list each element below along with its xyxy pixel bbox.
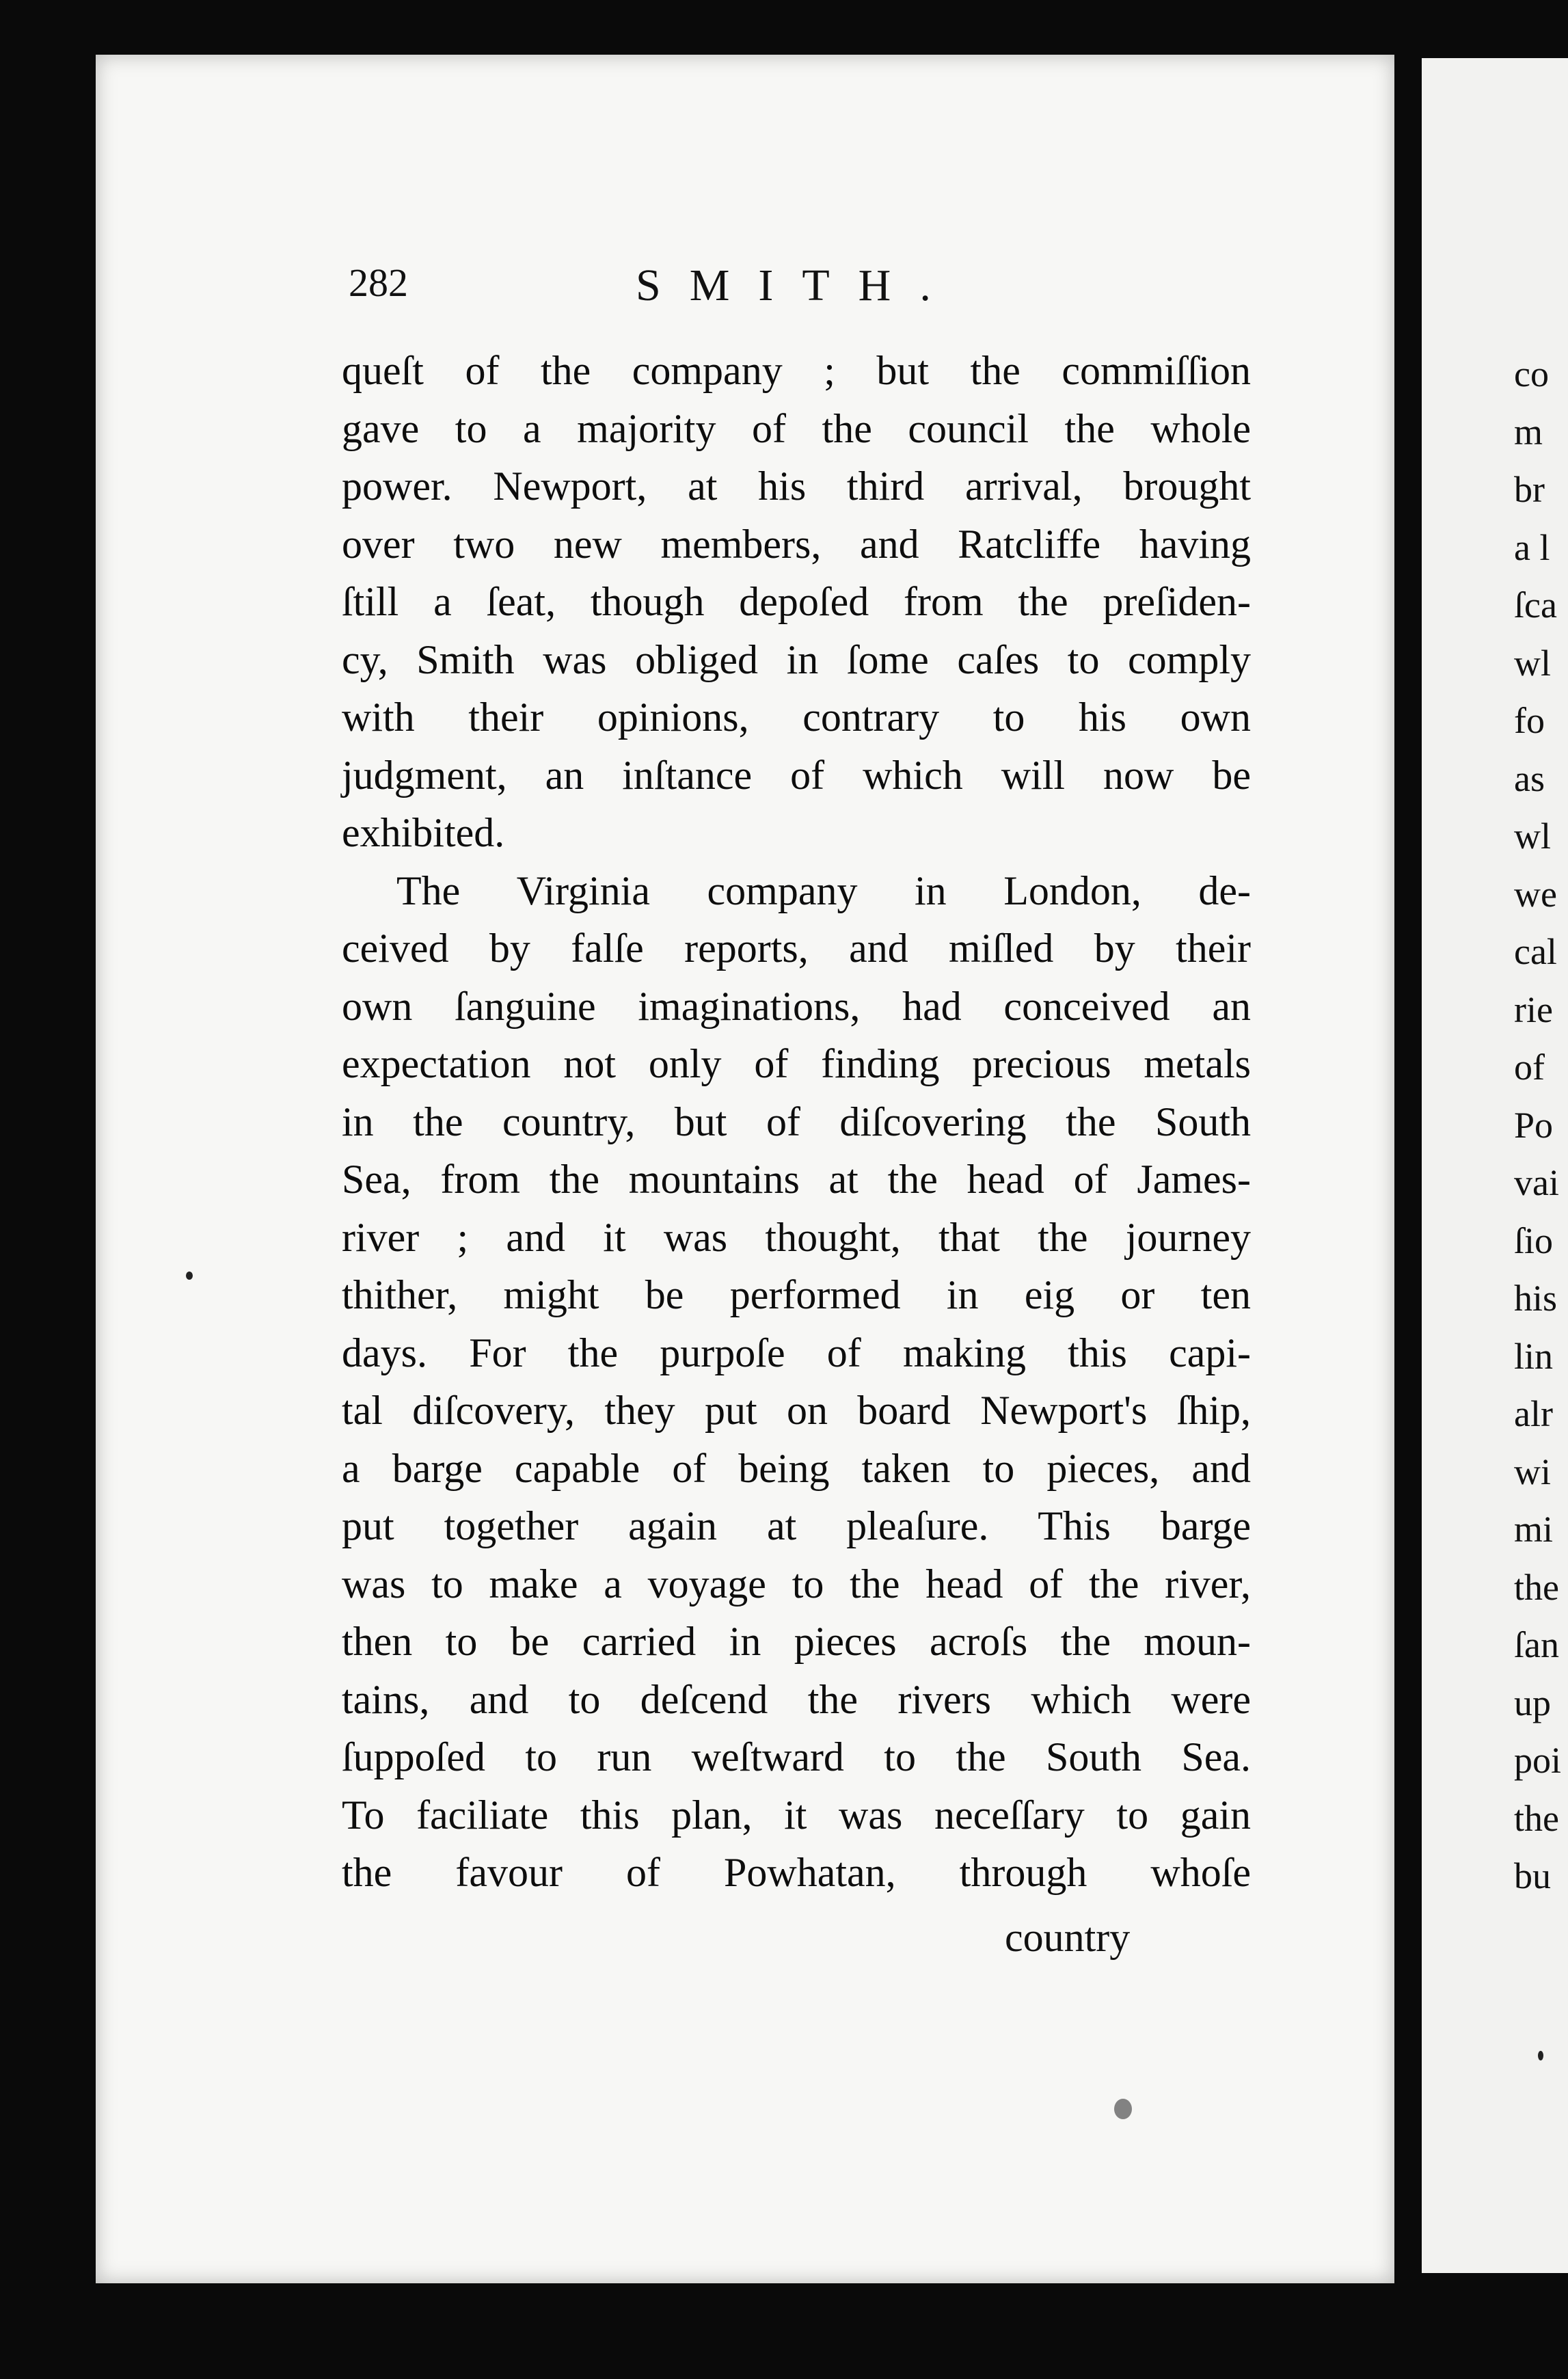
facing-page-fragment: poi [1514,1740,1562,1781]
page-number: 282 [349,260,408,305]
text-line: gave to a majority of the council the whole [342,405,1251,451]
facing-page-fragment: wl [1514,816,1551,857]
paragraph-2 [342,862,1251,1902]
running-title: SMITH. [636,260,960,310]
facing-page-fragment: co [1514,353,1549,394]
text-line: own ſanguine imaginations, had conceived an [342,983,1251,1029]
facing-page-fragment: mi [1514,1509,1554,1550]
running-head [349,260,1237,321]
body-text [342,342,1251,1902]
text-line: with their opinions, contrary to his own [342,695,1251,740]
text-line: days. For the purpoſe of making this capi- [342,1330,1251,1375]
text-line: tains, and to deſcend the rivers which were [342,1676,1251,1722]
text-line: tal diſcovery, they put on board Newport's ſhip, [342,1388,1251,1433]
facing-page-text [1514,345,1568,1905]
text-line: To faciliate this plan, it was neceſſary to gain [342,1792,1251,1838]
facing-page-fragment: wl [1514,642,1551,684]
text-line: ſtill a ſeat, though depoſed from the preſiden- [342,579,1251,624]
text-line: a barge capable of being taken to pieces, and [342,1445,1251,1491]
facing-page-fragment: wi [1514,1451,1551,1492]
facing-page-fragment: a l [1514,526,1550,568]
facing-page-fragment: his [1514,1278,1558,1319]
ink-speck [1114,2099,1132,2119]
facing-page-fragment: alr [1514,1393,1553,1434]
facing-page-fragment: vai [1514,1162,1559,1203]
text-line: put together again at pleaſure. This barge [342,1503,1251,1548]
facing-page-fragment: m [1514,411,1543,453]
facing-page-fragment: we [1514,873,1557,915]
facing-page-fragment: br [1514,469,1545,510]
text-line: expectation not only of finding precious metals [342,1041,1251,1086]
ink-speck [1538,2051,1543,2060]
text-line: Sea, from the mountains at the head of James- [342,1157,1251,1202]
text-line: cy, Smith was obliged in ſome caſes to comply [342,636,1251,682]
facing-page-fragment: cal [1514,931,1557,972]
facing-page-fragment: Po [1514,1104,1554,1146]
text-line: the favour of Powhatan, through whoſe [342,1850,1251,1895]
text-line: power. Newport, at his third arrival, brought [342,463,1251,509]
facing-page-fragment: bu [1514,1855,1551,1896]
text-line: then to be carried in pieces acroſs the moun- [342,1619,1251,1664]
facing-page-fragment: ſio [1514,1220,1554,1261]
facing-page-fragment: up [1514,1682,1551,1723]
text-line: exhibited. [342,810,505,855]
facing-page-fragment: of [1514,1047,1545,1088]
text-line: river ; and it was thought, that the journey [342,1214,1251,1260]
facing-page-fragment: ſca [1514,584,1557,626]
text-line: ſuppoſed to run weſtward to the South Sea. [342,1734,1251,1779]
text-line: judgment, an inſtance of which will now be [342,752,1251,798]
text-line: in the country, but of diſcovering the South [342,1099,1251,1144]
text-line: The Virginia company in London, de- [396,868,1251,913]
text-line: queſt of the company ; but the commiſſion [342,348,1251,393]
facing-page-fragment: ſan [1514,1624,1559,1665]
facing-page-fragment: lin [1514,1335,1554,1377]
text-line: over two new members, and Ratcliffe having [342,521,1251,567]
text-line: thither, might be performed in eig or ten [342,1272,1251,1317]
facing-page-fragment: the [1514,1797,1559,1839]
text-line: ceived by falſe reports, and miſled by their [342,926,1251,971]
catchword: country [1005,1915,1131,1960]
facing-page-fragment: the [1514,1566,1559,1608]
facing-page-fragment: rie [1514,989,1553,1030]
facing-page-fragment: fo [1514,700,1545,741]
ink-speck [186,1272,193,1280]
text-line: was to make a voyage to the head of the river, [342,1561,1251,1607]
paragraph-1 [342,342,1251,862]
facing-page-fragment: as [1514,757,1545,799]
